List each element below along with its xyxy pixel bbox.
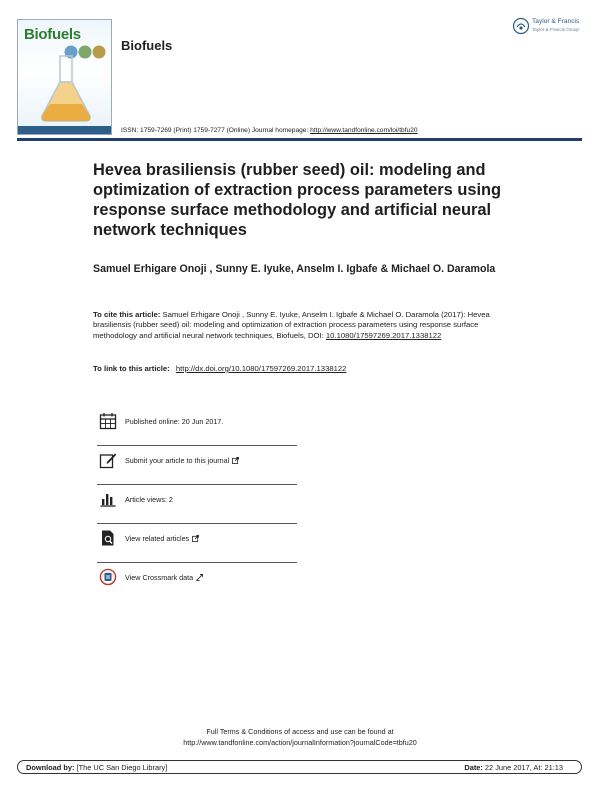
publisher-logo[interactable]: [512, 17, 584, 39]
external-link-icon: [232, 457, 239, 464]
terms-url[interactable]: http://www.tandfonline.com/action/journalInformation?journalCode=tbfu20: [183, 737, 417, 747]
download-info-bar: [17, 760, 582, 774]
article-info-list: [97, 407, 297, 602]
search-document-icon: [99, 529, 117, 547]
crossmark-icon: [99, 568, 117, 586]
publisher-name: Taylor & Francis: [532, 18, 580, 25]
link-label: To link to this article:: [93, 364, 170, 373]
article-views-text: Article views: 2: [125, 495, 173, 504]
submit-article-link[interactable]: [125, 456, 239, 465]
list-item-published: [97, 407, 297, 446]
publisher-logo-icon: [512, 17, 530, 35]
downloaded-label: Download by:: [26, 763, 75, 772]
citation-label: To cite this article:: [93, 310, 161, 319]
list-item-crossmark[interactable]: [97, 563, 297, 602]
published-date-text: Published online: 20 Jun 2017.: [125, 417, 224, 426]
citation-doi-link[interactable]: 10.1080/17597269.2017.1338122: [325, 330, 442, 340]
related-articles-link[interactable]: [125, 534, 199, 543]
list-item-article-views: [97, 485, 297, 524]
terms-block: [0, 727, 600, 748]
date-value: 22 June 2017, At: 21:13: [484, 763, 563, 772]
journal-cover-image: [17, 19, 112, 135]
download-date: [464, 763, 563, 772]
date-label: Date:: [464, 763, 483, 772]
issn-line: [121, 127, 418, 134]
crossmark-label: View Crossmark data: [125, 573, 194, 582]
article-link-line: [93, 364, 346, 373]
cover-footer-band: [18, 126, 111, 134]
list-item-submit-article[interactable]: [97, 446, 297, 485]
citation-block: [93, 310, 513, 341]
downloaded-value: [The UC San Diego Library]: [76, 763, 168, 772]
publisher-subtitle: Taylor & Francis Group: [532, 27, 579, 32]
article-doi-url[interactable]: http://dx.doi.org/10.1080/17597269.2017.1338122: [175, 364, 347, 373]
cover-title: Biofuels: [24, 26, 81, 43]
header-divider: [17, 138, 582, 141]
journal-name[interactable]: Biofuels: [121, 38, 173, 53]
citation-text: Samuel Erhigare Onoji , Sunny E. Iyuke, Anselm I. Igbafe & Michael O. Daramola (2017): Hevea brasiliensis (rubber seed) oil: modeling and optimization of extraction process parameters using response surface methodology and artificial neural network techniques, Biofuels, DOI:: [93, 310, 490, 340]
journal-homepage-link[interactable]: http://www.tandfonline.com/loi/tbfu20: [310, 127, 418, 134]
flask-illustration: [38, 54, 94, 124]
edit-icon: [99, 451, 117, 469]
bar-chart-icon: [99, 490, 117, 508]
crossmark-link[interactable]: [125, 573, 203, 582]
related-articles-label: View related articles: [125, 534, 190, 543]
article-title: Hevea brasiliensis (rubber seed) oil: modeling and optimization of extraction process parameters using response surface methodology and artificial neural network techniques: [93, 161, 502, 239]
article-authors: Samuel Erhigare Onoji , Sunny E. Iyuke, Anselm I. Igbafe & Michael O. Daramola: [93, 263, 496, 275]
calendar-icon: [99, 412, 117, 430]
issn-text: ISSN: 1759-7269 (Print) 1759-7277 (Online) Journal homepage:: [121, 127, 309, 134]
external-link-icon: [192, 535, 199, 542]
external-link-icon: [196, 574, 203, 581]
submit-article-label: Submit your article to this journal: [125, 456, 230, 465]
downloaded-by: [26, 763, 167, 772]
list-item-related-articles[interactable]: [97, 524, 297, 563]
terms-line-1: Full Terms & Conditions of access and use can be found at: [206, 727, 394, 736]
